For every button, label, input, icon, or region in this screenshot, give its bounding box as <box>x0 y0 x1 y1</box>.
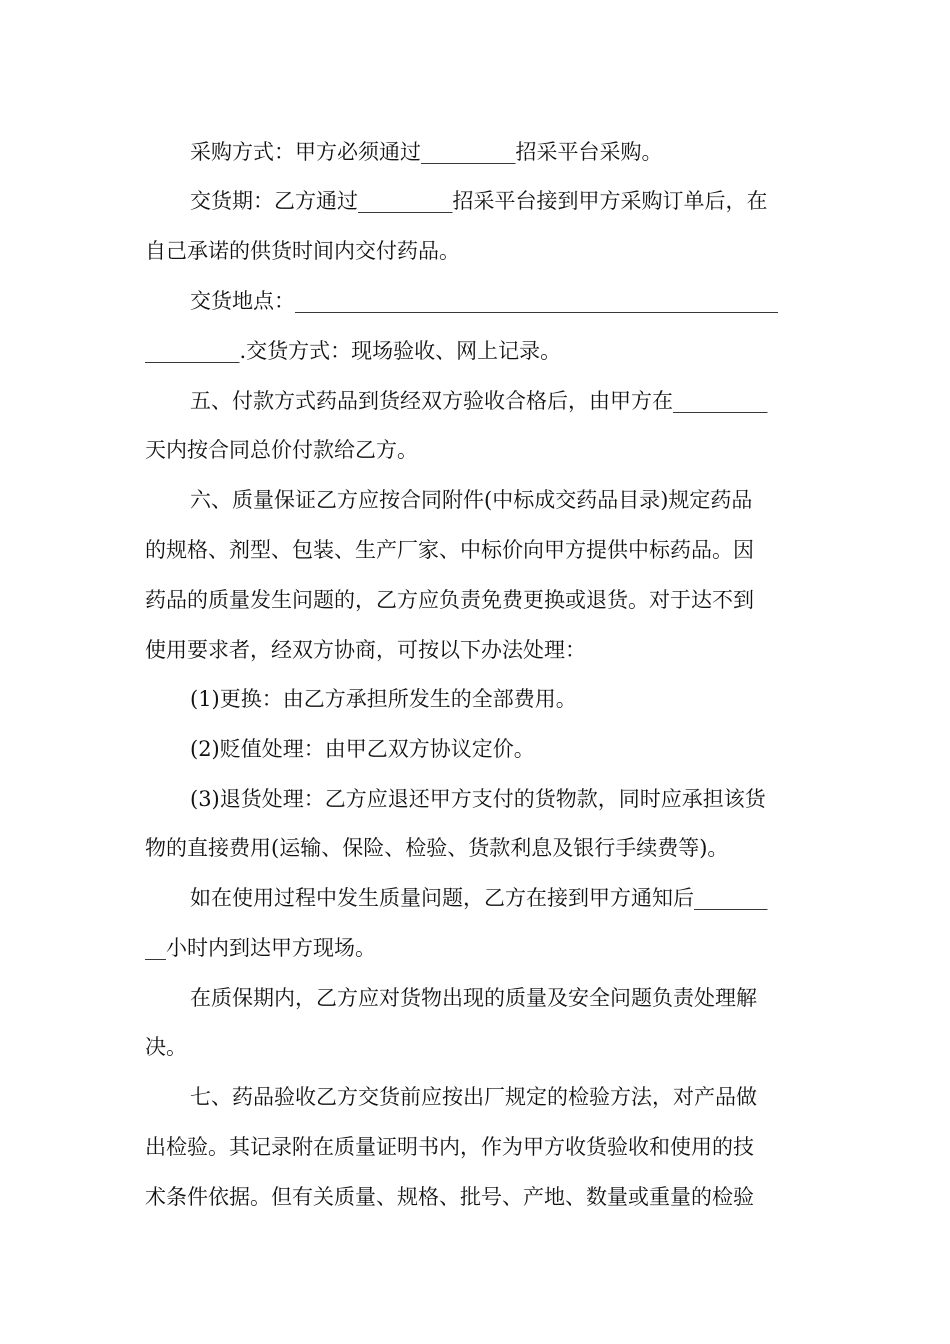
quality-guarantee-line: 六、质量保证乙方应按合同附件(中标成交药品目录)规定药品 <box>190 488 753 512</box>
warranty-period-line: 在质保期内，乙方应对货物出现的质量及安全问题负责处理解 <box>190 986 757 1010</box>
delivery-method-line: _________.交货方式：现场验收、网上记录。 <box>145 339 562 363</box>
delivery-period-continued-line: 自己承诺的供货时间内交付药品。 <box>145 239 460 263</box>
drug-inspection-continued-line-1: 出检验。其记录附在质量证明书内，作为甲方收货验收和使用的技 <box>145 1135 754 1159</box>
return-clause-line: (3)退货处理：乙方应退还甲方支付的货物款，同时应承担该货 <box>190 787 766 811</box>
procurement-method-line: 采购方式：甲方必须通过_________招采平台采购。 <box>190 140 663 164</box>
quality-guarantee-continued-line-1: 的规格、剂型、包装、生产厂家、中标价向甲方提供中标药品。因 <box>145 538 754 562</box>
drug-inspection-continued-line-2: 术条件依据。但有关质量、规格、批号、产地、数量或重量的检验 <box>145 1185 754 1209</box>
payment-terms-continued-line: 天内按合同总价付款给乙方。 <box>145 438 418 462</box>
drug-inspection-line: 七、药品验收乙方交货前应按出厂规定的检验方法，对产品做 <box>190 1085 757 1109</box>
onsite-response-line: 如在使用过程中发生质量问题，乙方在接到甲方通知后_______ <box>190 886 768 910</box>
payment-terms-line: 五、付款方式药品到货经双方验收合格后，由甲方在_________ <box>190 389 768 413</box>
delivery-location-line: 交货地点：______________________________________________ <box>190 289 778 313</box>
return-clause-continued-line: 物的直接费用(运输、保险、检验、货款利息及银行手续费等)。 <box>145 836 729 860</box>
warranty-period-continued-line: 决。 <box>145 1035 187 1059</box>
replacement-clause-line: (1)更换：由乙方承担所发生的全部费用。 <box>190 687 577 711</box>
quality-guarantee-continued-line-3: 使用要求者，经双方协商，可按以下办法处理： <box>145 638 586 662</box>
depreciation-clause-line: (2)贬值处理：由甲乙双方协议定价。 <box>190 737 535 761</box>
delivery-period-line: 交货期：乙方通过_________招采平台接到甲方采购订单后，在 <box>190 189 768 213</box>
onsite-response-continued-line: __小时内到达甲方现场。 <box>145 936 376 960</box>
quality-guarantee-continued-line-2: 药品的质量发生问题的，乙方应负责免费更换或退货。对于达不到 <box>145 588 754 612</box>
